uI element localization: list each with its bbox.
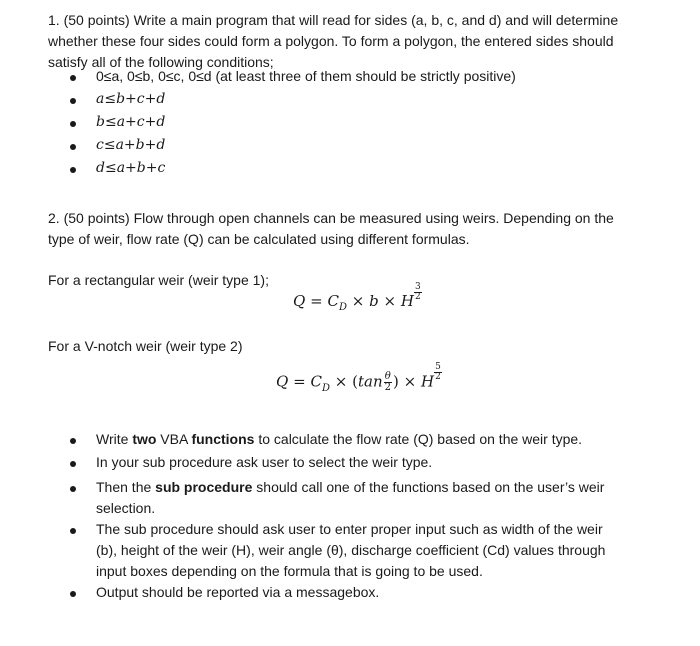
bullet-dot-icon (70, 528, 76, 534)
bullet-dot-icon (70, 144, 76, 150)
formula2-exponent (434, 363, 442, 382)
formula2-two: 2 (384, 382, 391, 393)
q2-bullet-1-bold-two: two (132, 431, 157, 447)
q1-condition-4: c≤a+b+d (96, 137, 166, 153)
rect-weir-label: For a rectangular weir (weir type 1); (48, 272, 269, 288)
formula-rectangular-weir (293, 282, 422, 313)
formula1-times-1: × (351, 292, 365, 310)
q2-bullet-1 (96, 429, 666, 450)
formula1-cd: C (327, 292, 339, 310)
formula2-open-paren: ( (352, 372, 358, 391)
formula2-exp-den: 2 (435, 372, 441, 382)
bullet-dot-icon (70, 438, 76, 444)
q2-bullet-1-mid: VBA (156, 431, 192, 447)
formula-vnotch-weir (276, 362, 442, 394)
formula2-theta: θ (384, 371, 391, 382)
bullet-dot-icon (70, 461, 76, 467)
formula2-h: H (420, 372, 435, 391)
q1-condition-3: b≤a+c+d (96, 114, 166, 130)
formula2-exp-num: 5 (435, 362, 441, 372)
formula1-b: b (369, 292, 379, 310)
formula2-theta-frac (384, 372, 392, 393)
formula2-eq: = (293, 372, 306, 391)
q1-line-2: whether these four sides could form a polygon. To form a polygon, the entered sides should (48, 33, 614, 49)
formula1-exponent (414, 283, 422, 302)
formula2-times-2: × (403, 372, 417, 391)
q2-line-2: type of weir, flow rate (Q) can be calculated using different formulas. (48, 231, 470, 247)
q2-bullet-3 (96, 477, 604, 498)
formula1-times-2: × (383, 292, 397, 310)
q2-bullet-3-bold: sub procedure (155, 479, 253, 495)
formula2-close-paren: ) (392, 372, 399, 391)
q2-bullet-1-post: to calculate the flow rate (Q) based on the weir type. (254, 431, 583, 447)
formula1-q: Q (293, 292, 306, 310)
q2-bullet-3-line-2: selection. (96, 500, 156, 516)
formula2-tan: tan (357, 372, 383, 391)
q1-condition-2: a≤b+c+d (96, 91, 166, 107)
formula1-cd-sub: D (338, 302, 347, 313)
q2-bullet-3-pre: Then the (96, 479, 156, 495)
q2-bullet-5: Output should be reported via a messagebox. (96, 584, 380, 600)
formula2-q: Q (276, 372, 289, 391)
q2-bullet-1-pre: Write (96, 431, 133, 447)
formula1-exp-num: 3 (414, 282, 421, 292)
q1-line-1: 1. (50 points) Write a main program that will read for sides (a, b, c, and d) and will determine (48, 12, 619, 28)
bullet-dot-icon (70, 167, 76, 173)
formula2-times-1: × (334, 372, 348, 391)
q1-line-3: satisfy all of the following conditions; (48, 54, 274, 70)
formula1-h: H (400, 292, 414, 310)
bullet-dot-icon (70, 75, 76, 81)
q2-line-1: 2. (50 points) Flow through open channels can be measured using weirs. Depending on the (48, 210, 614, 226)
formula2-cd-sub: D (321, 382, 330, 394)
q2-bullet-2: In your sub procedure ask user to select the weir type. (96, 454, 433, 470)
formula1-eq: = (310, 292, 323, 310)
q2-bullet-1-bold-functions: functions (191, 431, 255, 447)
formula2-cd: C (310, 372, 322, 391)
q1-condition-1: 0≤a, 0≤b, 0≤c, 0≤d (at least three of them should be strictly positive) (96, 68, 516, 84)
bullet-dot-icon (70, 121, 76, 127)
bullet-dot-icon (70, 98, 76, 104)
q2-bullet-4-line-3: input boxes depending on the formula that is going to be used. (96, 563, 483, 579)
q1-condition-5: d≤a+b+c (96, 160, 166, 176)
bullet-dot-icon (70, 591, 76, 597)
q2-bullet-4-line-1: The sub procedure should ask user to enter proper input such as width of the weir (96, 521, 603, 537)
formula1-exp-den: 2 (414, 292, 421, 302)
q2-bullet-4-line-2: (b), height of the weir (H), weir angle (θ), discharge coefficient (Cd) values through (96, 542, 606, 558)
q2-bullet-3-post: should call one of the functions based on the user’s weir (252, 479, 605, 495)
bullet-dot-icon (70, 486, 76, 492)
vnotch-weir-label: For a V-notch weir (weir type 2) (48, 338, 243, 354)
